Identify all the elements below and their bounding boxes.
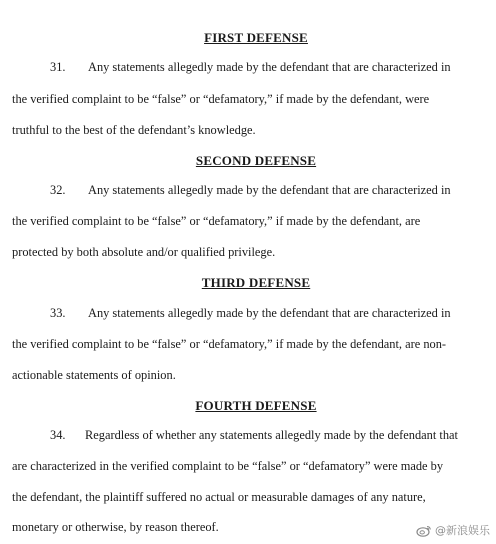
paragraph-text: Regardless of whether any statements allegedly made by the defendant that <box>85 428 458 442</box>
paragraph-line <box>50 306 451 320</box>
paragraph-line: the verified complaint to be “false” or “defamatory,” if made by the defendant, were <box>12 92 430 106</box>
paragraph-line: are characterized in the verified complaint to be “false” or “defamatory” were made by <box>12 459 444 473</box>
paragraph-line: truthful to the best of the defendant’s knowledge. <box>12 123 256 137</box>
paragraph-line: the verified complaint to be “false” or “defamatory,” if made by the defendant, are <box>12 214 421 228</box>
paragraph-number: 32. <box>50 183 66 197</box>
section-heading: FIRST DEFENSE <box>204 30 308 45</box>
watermark-text: @新浪娱乐 <box>435 524 490 537</box>
paragraph-text: Any statements allegedly made by the defendant that are characterized in <box>88 306 451 320</box>
paragraph-line <box>50 183 451 197</box>
paragraph-line: actionable statements of opinion. <box>12 368 176 382</box>
weibo-icon <box>416 524 432 537</box>
paragraph-text: Any statements allegedly made by the defendant that are characterized in <box>88 183 451 197</box>
paragraph-line: the defendant, the plaintiff suffered no actual or measurable damages of any nature, <box>12 490 426 504</box>
paragraph-line <box>50 428 458 442</box>
paragraph-number: 31. <box>50 60 66 74</box>
section-heading: SECOND DEFENSE <box>195 153 317 168</box>
weibo-watermark <box>416 522 490 538</box>
paragraph-line: monetary or otherwise, by reason thereof. <box>12 520 219 534</box>
paragraph-line: the verified complaint to be “false” or “defamatory,” if made by the defendant, are non- <box>12 337 447 351</box>
paragraph-number: 34. <box>50 428 66 442</box>
section-heading: THIRD DEFENSE <box>201 275 311 290</box>
paragraph-line <box>50 60 451 74</box>
section-heading: FOURTH DEFENSE <box>195 398 317 413</box>
paragraph-text: Any statements allegedly made by the defendant that are characterized in <box>88 60 451 74</box>
paragraph-number: 33. <box>50 306 66 320</box>
paragraph-line: protected by both absolute and/or qualified privilege. <box>12 245 276 259</box>
